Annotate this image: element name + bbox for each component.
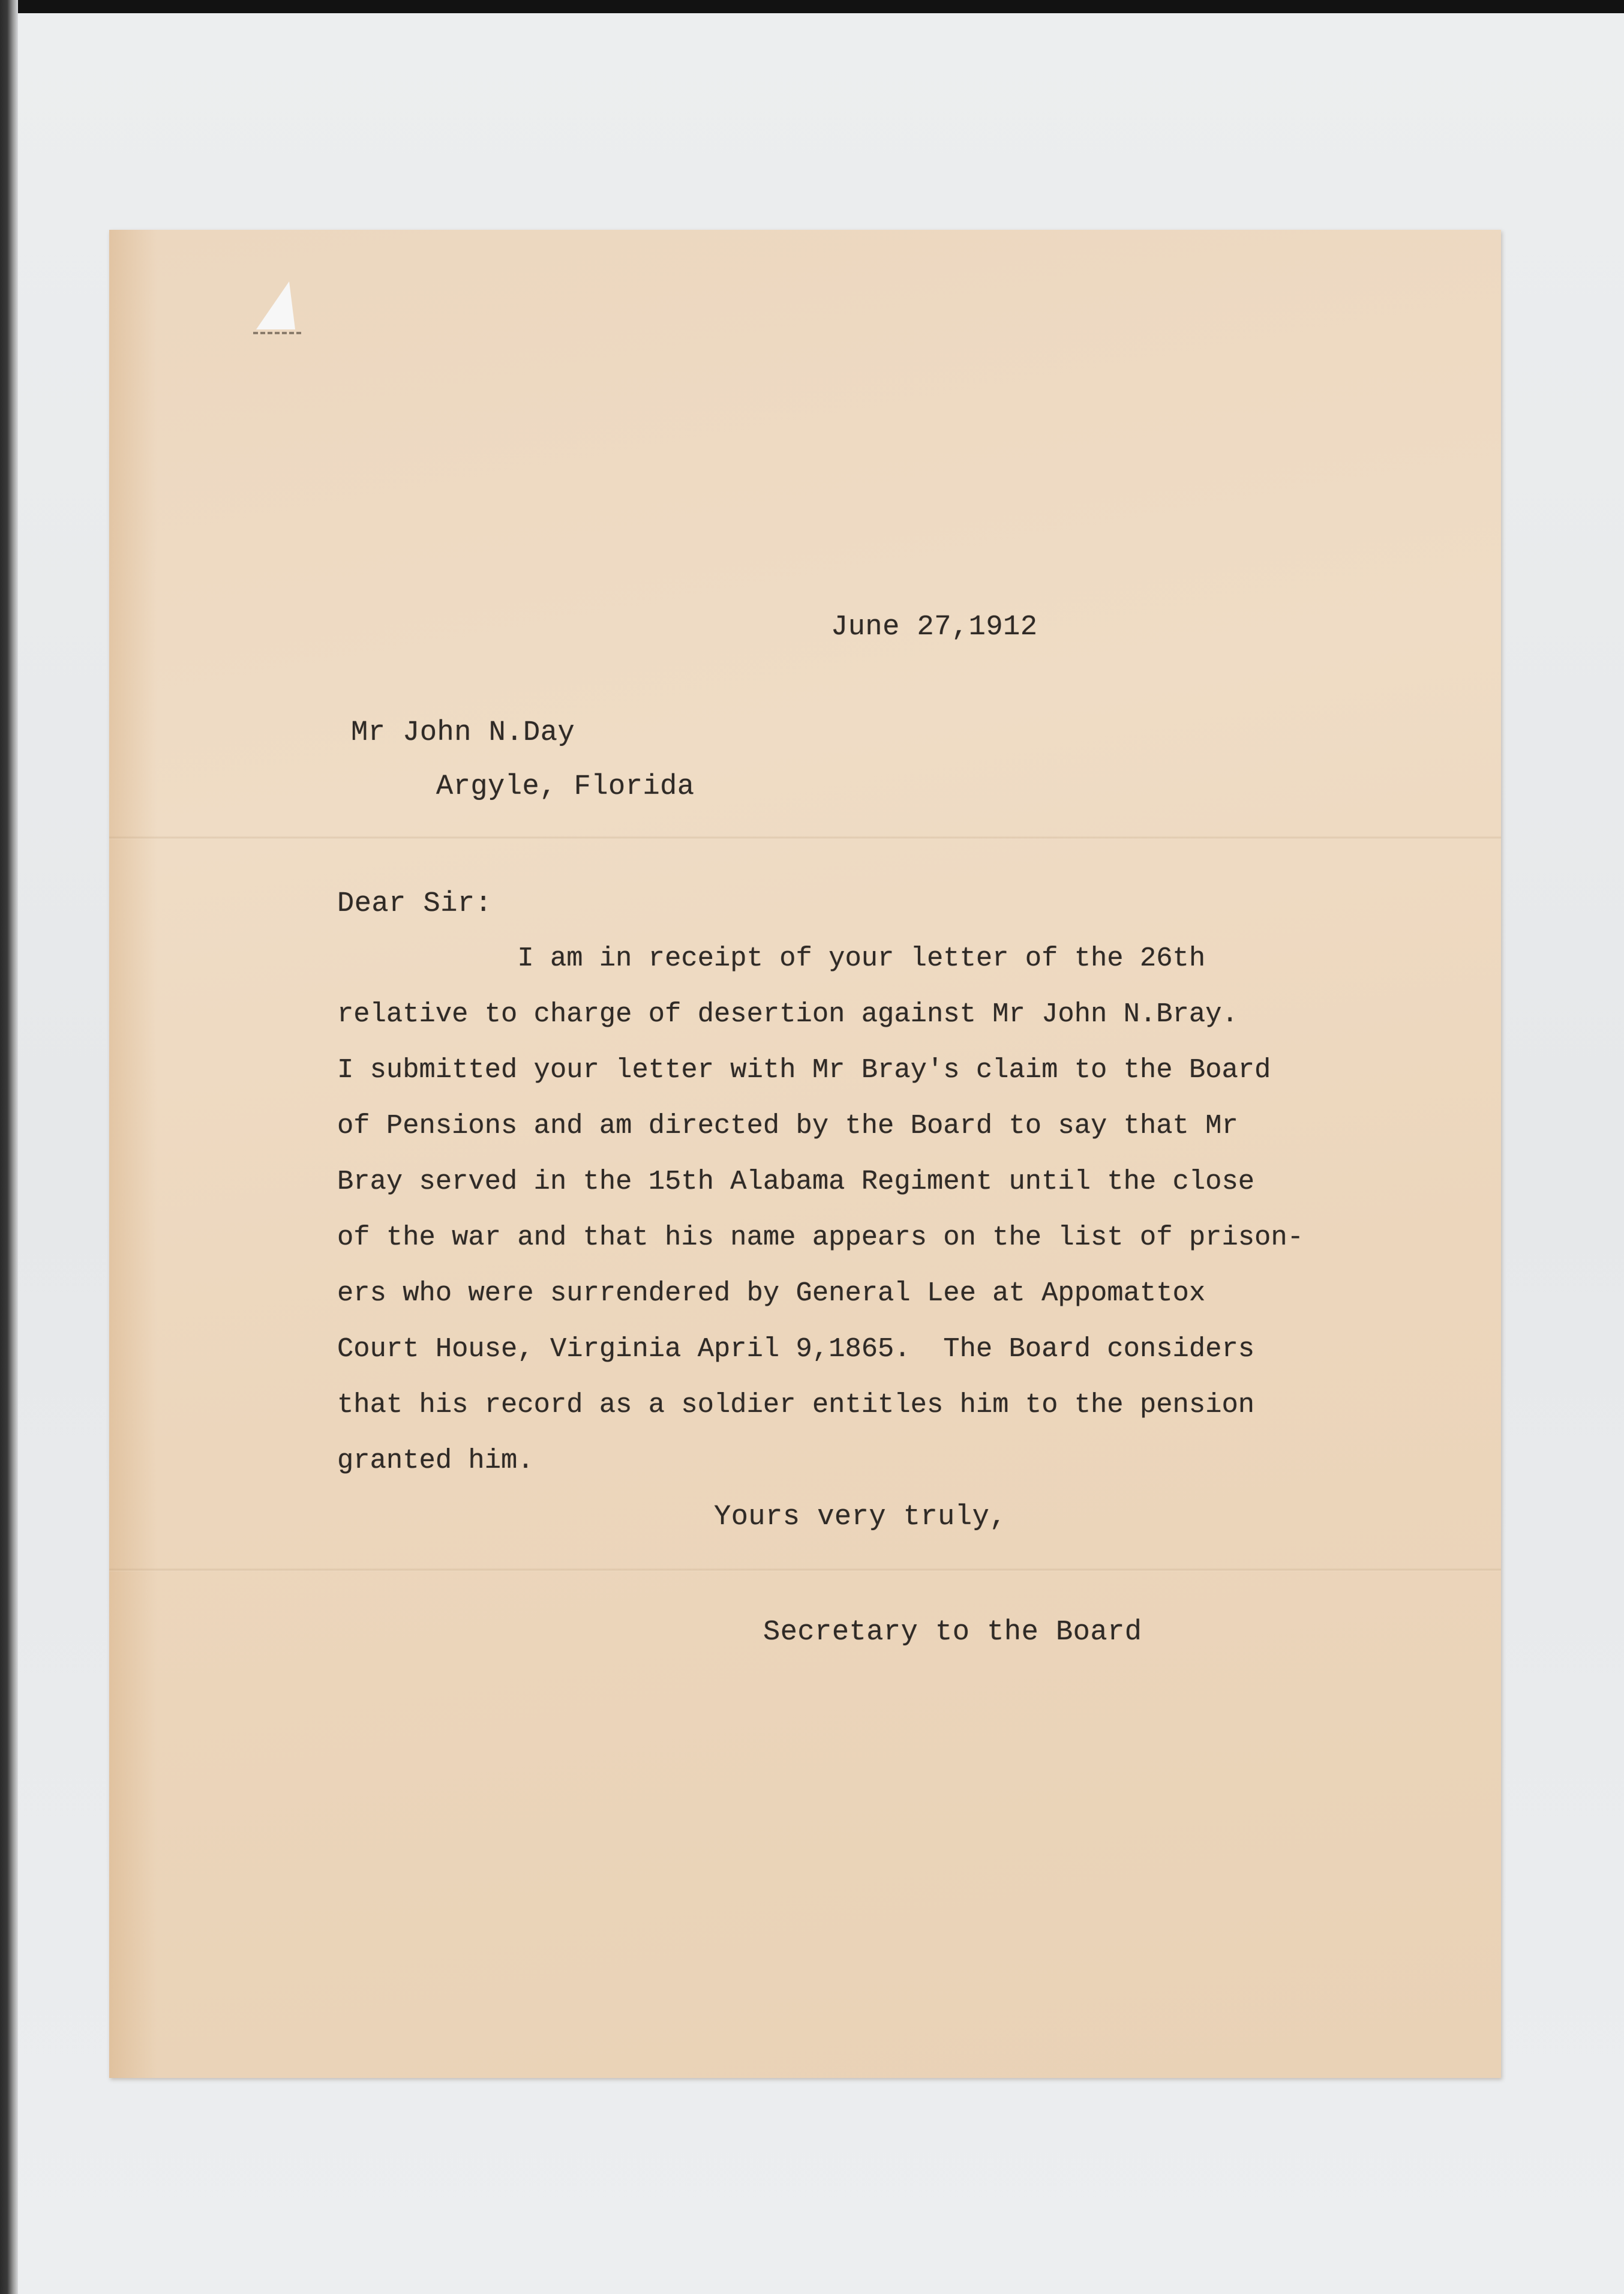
body-line: Court House, Virginia April 9,1865. The Board considers <box>337 1333 1255 1365</box>
paper-tear-hole <box>256 281 295 329</box>
body-line: of the war and that his name appears on the list of prison- <box>337 1222 1304 1253</box>
paper-fold-line <box>109 836 1501 839</box>
closing: Yours very truly, <box>714 1501 1007 1533</box>
recipient-address: Argyle, Florida <box>436 771 695 803</box>
salutation: Dear Sir: <box>337 888 493 920</box>
letter-date: June 27,1912 <box>831 611 1038 643</box>
body-line: relative to charge of desertion against Mr John N.Bray. <box>337 998 1238 1030</box>
paper-stain <box>109 230 157 2078</box>
body-line: Bray served in the 15th Alabama Regiment until the close <box>337 1166 1255 1197</box>
body-line: I submitted your letter with Mr Bray's claim to the Board <box>337 1054 1271 1085</box>
scanner-top-edge <box>0 0 1624 13</box>
body-line: of Pensions and am directed by the Board to say that Mr <box>337 1110 1238 1141</box>
body-line: granted him. <box>337 1445 534 1476</box>
paper-tear-edge <box>253 326 301 334</box>
letter-sheet <box>109 230 1501 2078</box>
signature-title: Secretary to the Board <box>763 1617 1142 1648</box>
paper-fold-line <box>109 1568 1501 1572</box>
scanner-left-edge <box>0 0 18 2294</box>
body-line: that his record as a soldier entitles him to the pension <box>337 1389 1255 1420</box>
recipient-name: Mr John N.Day <box>351 717 575 749</box>
body-line: ers who were surrendered by General Lee at Appomattox <box>337 1278 1206 1309</box>
body-line: I am in receipt of your letter of the 26th <box>337 943 1206 974</box>
